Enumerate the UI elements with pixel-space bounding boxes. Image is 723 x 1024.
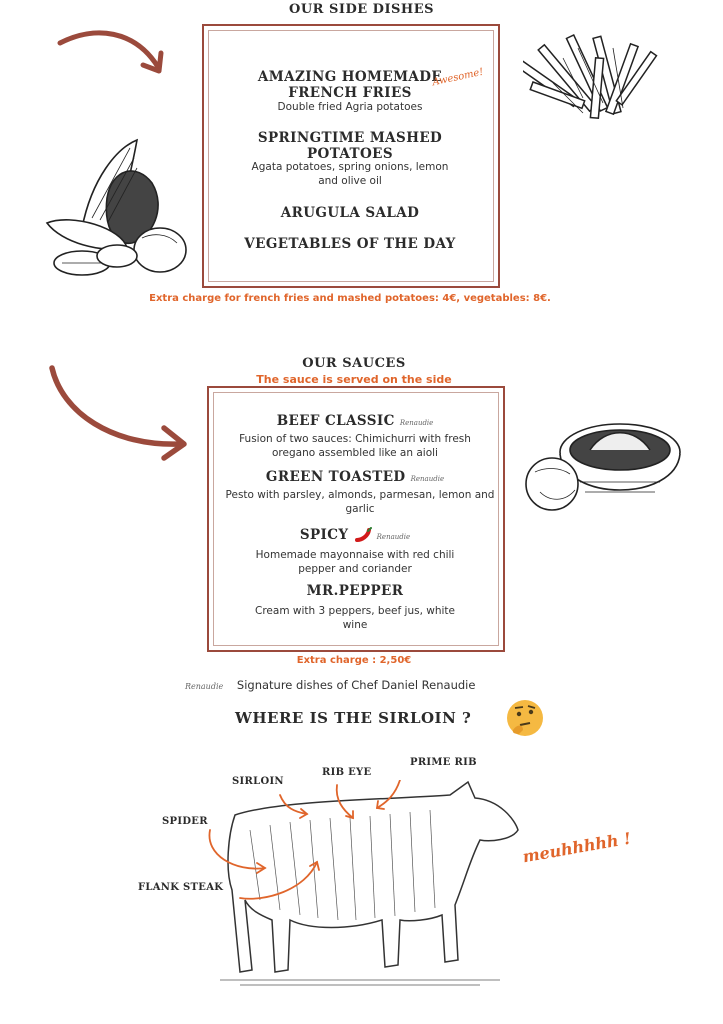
spicy-header xyxy=(215,524,495,543)
spicy-desc: Homemade mayonnaise with red chili pepper and coriander xyxy=(255,549,455,575)
prime-rib-label: PRIME RIB xyxy=(410,757,477,768)
chili-pepper-icon xyxy=(354,527,372,543)
renaudie-signature: Renaudie xyxy=(185,682,224,691)
curved-arrow-icon xyxy=(55,25,170,80)
arugula-salad-title: ARUGULA SALAD xyxy=(280,205,420,221)
mr-pepper-desc: Cream with 3 peppers, beef jus, white wine xyxy=(255,605,455,631)
thinking-face-icon xyxy=(505,698,545,738)
beef-classic-title: BEEF CLASSIC xyxy=(276,413,395,429)
side-dishes-extra-charge: Extra charge for french fries and mashed potatoes: 4€, vegetables: 8€. xyxy=(149,293,551,304)
french-fries-title: AMAZING HOMEMADE FRENCH FRIES xyxy=(257,69,443,101)
mashed-potatoes-desc: Agata potatoes, spring onions, lemon and olive oil xyxy=(251,161,449,187)
sauces-extra-charge: Extra charge : 2,50€ xyxy=(296,655,412,666)
spider-label: SPIDER xyxy=(162,816,208,827)
sauce-bowl-illustration xyxy=(520,412,685,527)
signature-text: Signature dishes of Chef Daniel Renaudie xyxy=(236,678,476,692)
beef-classic-desc: Fusion of two sauces: Chimichurri with fresh oregano assembled like an aioli xyxy=(239,433,471,459)
sauces-heading: OUR SAUCES xyxy=(302,356,406,371)
flank-steak-label: FLANK STEAK xyxy=(138,882,224,893)
side-dishes-heading: OUR SIDE DISHES xyxy=(289,2,434,17)
sauces-subheading: The sauce is served on the side xyxy=(256,373,452,386)
mr-pepper-title: MR.PEPPER xyxy=(306,583,404,599)
green-toasted-header xyxy=(215,466,495,485)
renaudie-signature: Renaudie xyxy=(399,419,434,427)
sirloin-label: SIRLOIN xyxy=(232,776,284,787)
signature-note xyxy=(185,678,475,692)
green-toasted-desc: Pesto with parsley, almonds, parmesan, lemon and garlic xyxy=(225,489,495,515)
french-fries-illustration xyxy=(523,28,663,123)
spicy-title: SPICY xyxy=(299,527,349,543)
vegetables-title: VEGETABLES OF THE DAY xyxy=(244,236,456,252)
rib-eye-label: RIB EYE xyxy=(322,767,372,778)
cut-arrows xyxy=(195,780,425,915)
moo-text: meuhhhhh ! xyxy=(521,828,633,867)
sirloin-heading: WHERE IS THE SIRLOIN ? xyxy=(235,709,472,727)
mashed-potatoes-title: SPRINGTIME MASHED POTATOES xyxy=(257,130,443,162)
renaudie-signature: Renaudie xyxy=(376,533,411,541)
curved-arrow-icon xyxy=(42,362,202,467)
vegetables-illustration xyxy=(42,138,190,278)
green-toasted-title: GREEN TOASTED xyxy=(265,469,406,485)
awesome-badge: Awesome! xyxy=(431,66,485,89)
beef-classic-header xyxy=(215,410,495,429)
french-fries-desc: Double fried Agria potatoes xyxy=(277,101,423,113)
renaudie-signature: Renaudie xyxy=(410,475,445,483)
